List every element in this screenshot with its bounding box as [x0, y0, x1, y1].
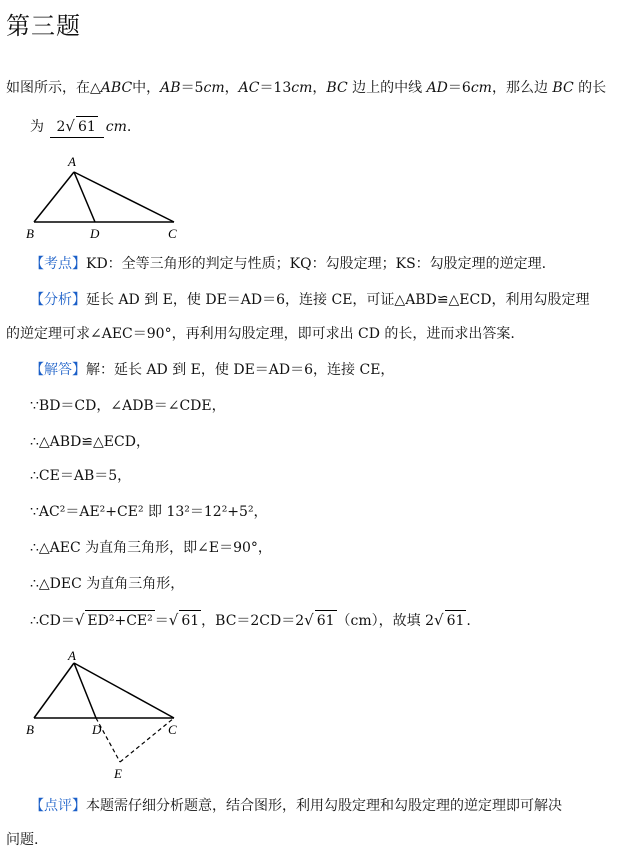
- page-title: 第三题: [6, 12, 81, 40]
- triangle-abc-lines-2: [34, 663, 174, 718]
- solution-line-6: ∴△AEC 为直角三角形，即∠E＝90°，: [30, 540, 272, 556]
- jieda-tag: 【解答】: [30, 362, 86, 378]
- dianping-section: 【点评】本题需仔细分析题意，结合图形，利用勾股定理和勾股定理的逆定理即可解决: [30, 798, 562, 814]
- kaodian-section: 【考点】KD：全等三角形的判定与性质；KQ：勾股定理；KS：勾股定理的逆定理.: [30, 256, 547, 272]
- label-a: A: [68, 154, 76, 169]
- label-d-2: D: [92, 722, 102, 737]
- label-b: B: [26, 226, 34, 241]
- question-line-1: 如图所示，在△ABC中，AB＝5cm，AC＝13cm，BC 边上的中线 AD＝6cm，那么边 BC 的长: [6, 80, 607, 96]
- label-d: D: [90, 226, 100, 241]
- label-b-2: B: [26, 722, 34, 737]
- solution-line-4: ∴CE＝AB＝5，: [30, 468, 132, 484]
- dianping-tag: 【点评】: [30, 798, 86, 814]
- triangle-figure-2: [22, 648, 192, 783]
- solution-line-3: ∴△ABD≌△ECD，: [30, 434, 150, 450]
- solution-line-5: ∵AC²＝AE²+CE² 即 13²＝12²+5²，: [30, 504, 268, 520]
- fenxi-section: 【分析】延长 AD 到 E，使 DE＝AD＝6，连接 CE，可证△ABD≌△ECD，利用勾股定理: [30, 292, 590, 308]
- kaodian-tag: 【考点】: [30, 256, 86, 272]
- dianping-line-2: 问题.: [6, 832, 39, 848]
- solution-line-7: ∴△DEC 为直角三角形，: [30, 576, 185, 592]
- label-a-2: A: [68, 648, 76, 663]
- solution-line-2: ∵BD＝CD，∠ADB＝∠CDE，: [30, 398, 226, 414]
- fenxi-line-2: 的逆定理可求∠AEC＝90°，再利用勾股定理，即可求出 CD 的长，进而求出答案.: [6, 326, 515, 342]
- answer-blank: 2√ 61: [50, 116, 103, 138]
- label-e-2: E: [114, 766, 122, 781]
- label-c: C: [168, 226, 177, 241]
- jieda-section: 【解答】解：延长 AD 到 E，使 DE＝AD＝6，连接 CE，: [30, 362, 395, 378]
- fenxi-tag: 【分析】: [30, 292, 86, 308]
- triangle-abc-lines: [34, 172, 174, 222]
- extension-dashed-lines: [96, 718, 174, 762]
- triangle-figure-1: [22, 150, 192, 245]
- question-line-2: 为 2√ 61 cm.: [30, 116, 131, 138]
- solution-line-8: ∴CD＝√ ED²+CE² ＝√ 61 ，BC＝2CD＝2√ 61 （cm），故填 2√ 61 .: [30, 611, 471, 629]
- label-c-2: C: [168, 722, 177, 737]
